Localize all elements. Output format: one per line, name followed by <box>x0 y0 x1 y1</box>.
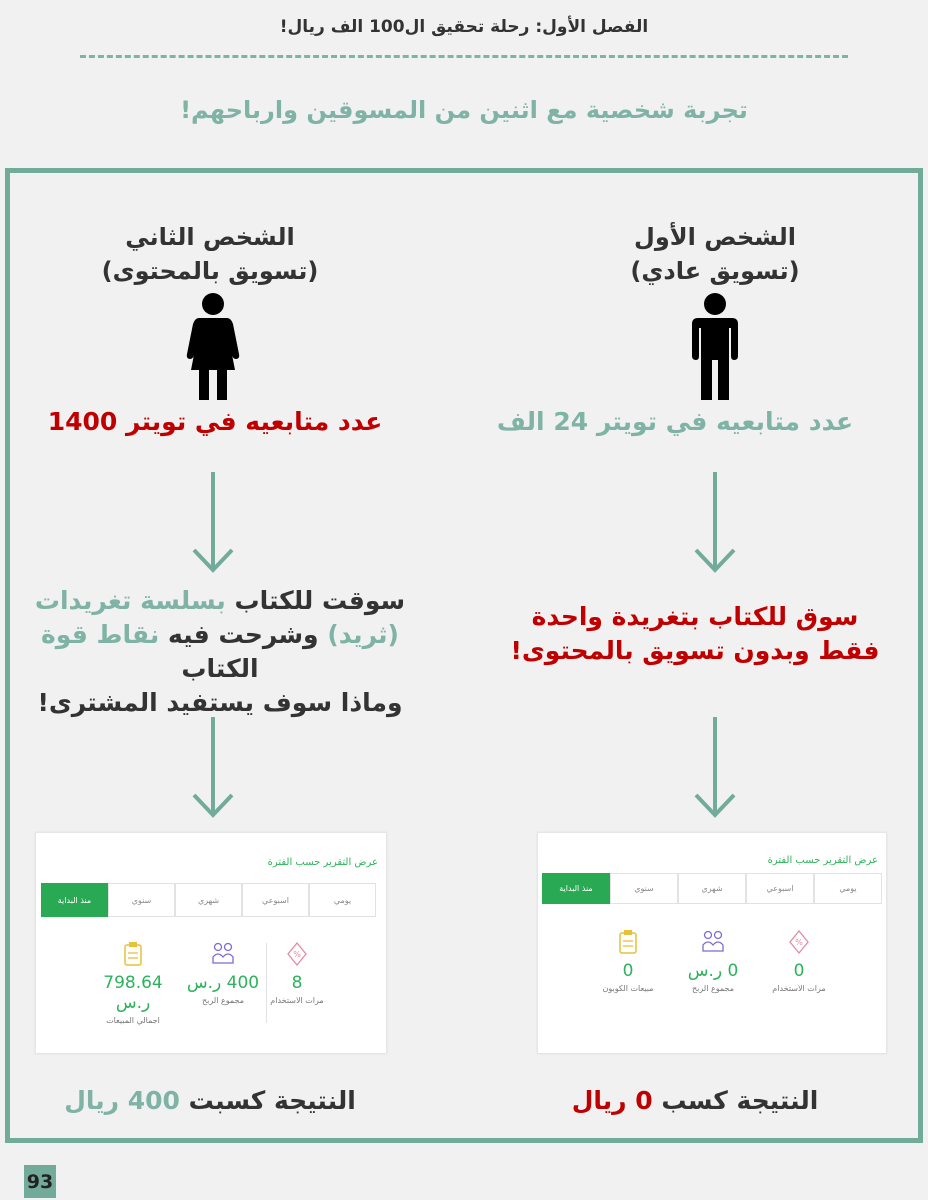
tab-daily[interactable]: يومي <box>814 873 882 904</box>
result-value: 400 ريال <box>64 1086 180 1115</box>
desc-text: سوقت للكتاب <box>225 586 406 615</box>
stat-label: مبيعات الكوبون <box>602 984 654 993</box>
report-screenshot-2 <box>35 832 387 1054</box>
tab-monthly[interactable]: شهري <box>678 873 746 904</box>
stat-usage <box>754 929 844 993</box>
report-screenshot-1 <box>537 832 887 1054</box>
person2-desc-line3: وماذا سوف يستفيد المشترى! <box>37 688 403 717</box>
page-number: 93 <box>24 1165 56 1198</box>
result-prefix: النتيجة كسبت <box>188 1086 356 1115</box>
stat-label: مرات الاستخدام <box>772 984 826 993</box>
coupon-icon <box>286 941 308 967</box>
person1-result <box>485 1086 905 1115</box>
stat-profit <box>178 941 268 1005</box>
period-tabs <box>41 883 376 917</box>
person2-result <box>0 1086 420 1115</box>
clipboard-icon <box>618 929 638 955</box>
coupon-icon <box>788 929 810 955</box>
stat-value: 8 <box>291 973 303 993</box>
tab-daily[interactable]: يومي <box>309 883 376 917</box>
down-arrow-icon <box>690 715 740 820</box>
stat-profit <box>668 929 758 993</box>
person2-desc-line1 <box>10 584 430 618</box>
tab-since-start[interactable]: منذ البداية <box>542 873 610 904</box>
stat-label: مجموع الربح <box>202 996 244 1005</box>
people-icon <box>701 929 725 955</box>
stat-value: 0 ر.س <box>687 961 739 981</box>
stat-total-sales <box>88 941 178 1025</box>
desc-text: وشرحت فيه <box>159 620 328 649</box>
desc-highlight: بسلسة تغريدات <box>34 586 226 615</box>
down-arrow-icon <box>188 715 238 820</box>
stat-value: 798.64 ر.س <box>103 973 163 1013</box>
stat-label: اجمالي المبيعات <box>106 1016 160 1025</box>
person2-description <box>10 584 430 720</box>
stat-value: 0 <box>622 961 634 981</box>
person1-desc-line2: فقط وبدون تسويق بالمحتوى! <box>510 636 880 665</box>
down-arrow-icon <box>690 470 740 575</box>
man-icon <box>685 292 745 402</box>
person1-description <box>485 600 905 668</box>
period-tabs <box>542 873 882 904</box>
person1-name: الشخص الأول <box>634 223 796 251</box>
stat-coupon-sales <box>583 929 673 993</box>
stat-value: 400 ر.س <box>186 973 260 993</box>
person1-desc-line1: سوق للكتاب بتغريدة واحدة <box>531 602 859 631</box>
woman-icon <box>183 292 243 402</box>
result-value: 0 ريال <box>571 1086 653 1115</box>
svg-text:%: % <box>293 950 301 959</box>
person1-title <box>535 220 895 288</box>
person1-type: (تسويق عادي) <box>630 257 800 285</box>
tab-yearly[interactable]: سنوي <box>610 873 678 904</box>
result-prefix: النتيجة كسب <box>661 1086 819 1115</box>
desc-text: الكتاب <box>181 654 259 683</box>
chapter-heading: الفصل الأول: رحلة تحقيق ال100 الف ريال! <box>279 17 649 37</box>
person2-desc-line2 <box>10 618 430 686</box>
people-icon <box>211 941 235 967</box>
dashed-divider <box>80 55 848 58</box>
stat-value: 0 <box>793 961 805 981</box>
person1-followers: عدد متابعيه في تويتر 24 الف <box>496 407 854 436</box>
down-arrow-icon <box>188 470 238 575</box>
person2-followers: عدد متابعيه في تويتر 1400 <box>47 407 383 436</box>
desc-highlight: نقاط قوة <box>41 620 160 649</box>
tab-since-start[interactable]: منذ البداية <box>41 883 108 917</box>
tab-weekly[interactable]: اسبوعي <box>242 883 309 917</box>
stat-label: مجموع الربح <box>692 984 734 993</box>
person2-name: الشخص الثاني <box>125 223 295 251</box>
tab-yearly[interactable]: سنوي <box>108 883 175 917</box>
clipboard-icon <box>123 941 143 967</box>
tab-monthly[interactable]: شهري <box>175 883 242 917</box>
person2-type: (تسويق بالمحتوى) <box>101 257 319 285</box>
report-title: عرض التقرير حسب الفترة <box>767 855 878 866</box>
desc-highlight: (ثريد) <box>327 620 399 649</box>
stat-label: مرات الاستخدام <box>270 996 324 1005</box>
report-title: عرض التقرير حسب الفترة <box>267 857 378 868</box>
person2-title <box>30 220 390 288</box>
page-subtitle: تجربة شخصية مع اثنين من المسوقين وارباحهم! <box>180 96 748 124</box>
svg-text:%: % <box>795 938 803 947</box>
tab-weekly[interactable]: اسبوعي <box>746 873 814 904</box>
